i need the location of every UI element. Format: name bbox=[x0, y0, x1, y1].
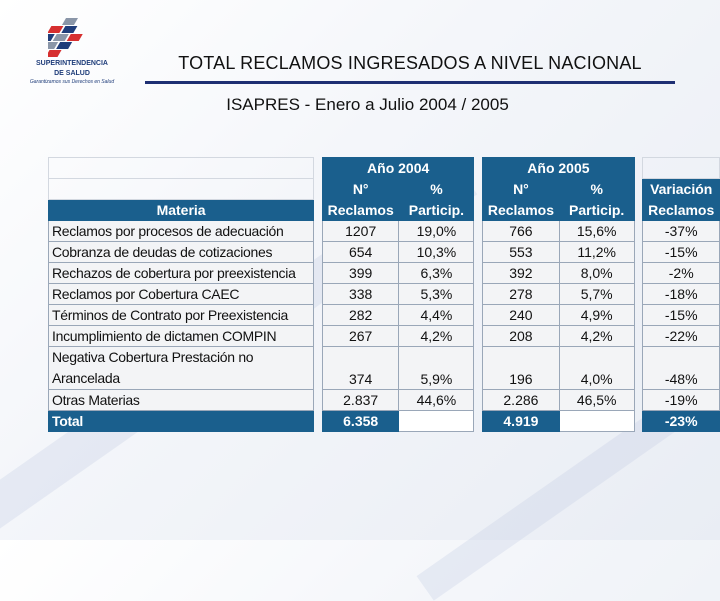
row-materia: Cobranza de deudas de cotizaciones bbox=[49, 242, 314, 263]
row-materia bbox=[49, 347, 314, 390]
header-row-years bbox=[49, 158, 720, 179]
row-pct-2005: 8,0% bbox=[559, 263, 634, 284]
logo-name-line2: DE SALUD bbox=[54, 70, 90, 77]
row-n-2005: 240 bbox=[483, 305, 560, 326]
table-row bbox=[49, 390, 720, 411]
row-materia: Rechazos de cobertura por preexistencia bbox=[49, 263, 314, 284]
row-materia: Otras Materias bbox=[49, 390, 314, 411]
row-variacion: -2% bbox=[643, 263, 720, 284]
col-n-2004: N° bbox=[322, 179, 399, 200]
row-variacion: -22% bbox=[643, 326, 720, 347]
row-materia: Términos de Contrato por Preexistencia bbox=[49, 305, 314, 326]
row-pct-2004: 5,9% bbox=[399, 347, 474, 390]
row-variacion: -15% bbox=[643, 242, 720, 263]
row-pct-2004: 19,0% bbox=[399, 221, 474, 242]
row-n-2005: 766 bbox=[483, 221, 560, 242]
col-particip-2004: Particip. bbox=[399, 200, 474, 221]
table-row bbox=[49, 263, 720, 284]
row-variacion: -19% bbox=[643, 390, 720, 411]
table-row bbox=[49, 305, 720, 326]
col-pct-2004: % bbox=[399, 179, 474, 200]
col-pct-2005: % bbox=[559, 179, 634, 200]
row-materia-line2: Arancelada bbox=[52, 370, 120, 386]
col-reclamos-2005: Reclamos bbox=[483, 200, 560, 221]
table-row bbox=[49, 347, 720, 390]
row-n-2004: 338 bbox=[322, 284, 399, 305]
total-label: Total bbox=[49, 411, 314, 432]
superintendencia-logo bbox=[22, 14, 122, 85]
row-variacion: -18% bbox=[643, 284, 720, 305]
table-row bbox=[49, 221, 720, 242]
total-n-2005: 4.919 bbox=[483, 411, 560, 432]
row-n-2005: 278 bbox=[483, 284, 560, 305]
row-materia: Reclamos por Cobertura CAEC bbox=[49, 284, 314, 305]
row-n-2005: 553 bbox=[483, 242, 560, 263]
logo-tagline: Garantizamos sus Derechos en Salud bbox=[29, 79, 115, 85]
row-variacion: -37% bbox=[643, 221, 720, 242]
total-n-2004: 6.358 bbox=[322, 411, 399, 432]
logo-name-line1: SUPERINTENDENCIA bbox=[36, 60, 108, 67]
row-pct-2005: 46,5% bbox=[559, 390, 634, 411]
row-materia-line1: Negativa Cobertura Prestación no bbox=[52, 349, 254, 365]
row-pct-2005: 11,2% bbox=[559, 242, 634, 263]
row-pct-2004: 44,6% bbox=[399, 390, 474, 411]
row-variacion: -15% bbox=[643, 305, 720, 326]
page-title: TOTAL RECLAMOS INGRESADOS A NIVEL NACIONAL bbox=[178, 53, 642, 73]
year-2005-header: Año 2005 bbox=[483, 158, 635, 179]
row-n-2004: 282 bbox=[322, 305, 399, 326]
row-n-2004: 399 bbox=[322, 263, 399, 284]
col-variacion: Variación bbox=[643, 179, 720, 200]
col-reclamos-2004: Reclamos bbox=[322, 200, 399, 221]
row-pct-2005: 5,7% bbox=[559, 284, 634, 305]
table-row bbox=[49, 284, 720, 305]
row-n-2004: 374 bbox=[322, 347, 399, 390]
row-materia: Reclamos por procesos de adecuación bbox=[49, 221, 314, 242]
header-row-labels bbox=[49, 200, 720, 221]
total-row bbox=[49, 411, 720, 432]
row-pct-2005: 4,2% bbox=[559, 326, 634, 347]
row-pct-2005: 4,9% bbox=[559, 305, 634, 326]
row-pct-2005: 15,6% bbox=[559, 221, 634, 242]
row-variacion: -48% bbox=[643, 347, 720, 390]
col-particip-2005: Particip. bbox=[559, 200, 634, 221]
row-n-2004: 267 bbox=[322, 326, 399, 347]
page-subtitle: ISAPRES - Enero a Julio 2004 / 2005 bbox=[226, 95, 509, 114]
total-variacion: -23% bbox=[643, 411, 720, 432]
row-pct-2004: 4,4% bbox=[399, 305, 474, 326]
row-n-2004: 2.837 bbox=[322, 390, 399, 411]
complaints-table bbox=[48, 157, 720, 432]
row-pct-2005: 4,0% bbox=[559, 347, 634, 390]
row-pct-2004: 5,3% bbox=[399, 284, 474, 305]
table-row bbox=[49, 242, 720, 263]
row-n-2004: 654 bbox=[322, 242, 399, 263]
row-pct-2004: 4,2% bbox=[399, 326, 474, 347]
row-n-2005: 2.286 bbox=[483, 390, 560, 411]
col-var-reclamos: Reclamos bbox=[643, 200, 720, 221]
row-n-2004: 1207 bbox=[322, 221, 399, 242]
col-materia: Materia bbox=[49, 200, 314, 221]
row-materia: Incumplimiento de dictamen COMPIN bbox=[49, 326, 314, 347]
year-2004-header: Año 2004 bbox=[322, 158, 474, 179]
table-row bbox=[49, 326, 720, 347]
row-n-2005: 208 bbox=[483, 326, 560, 347]
row-n-2005: 392 bbox=[483, 263, 560, 284]
logo-emblem-icon bbox=[48, 14, 96, 58]
header-row-symbols bbox=[49, 179, 720, 200]
row-pct-2004: 6,3% bbox=[399, 263, 474, 284]
row-n-2005: 196 bbox=[483, 347, 560, 390]
row-pct-2004: 10,3% bbox=[399, 242, 474, 263]
title-divider bbox=[145, 81, 675, 84]
col-n-2005: N° bbox=[483, 179, 560, 200]
